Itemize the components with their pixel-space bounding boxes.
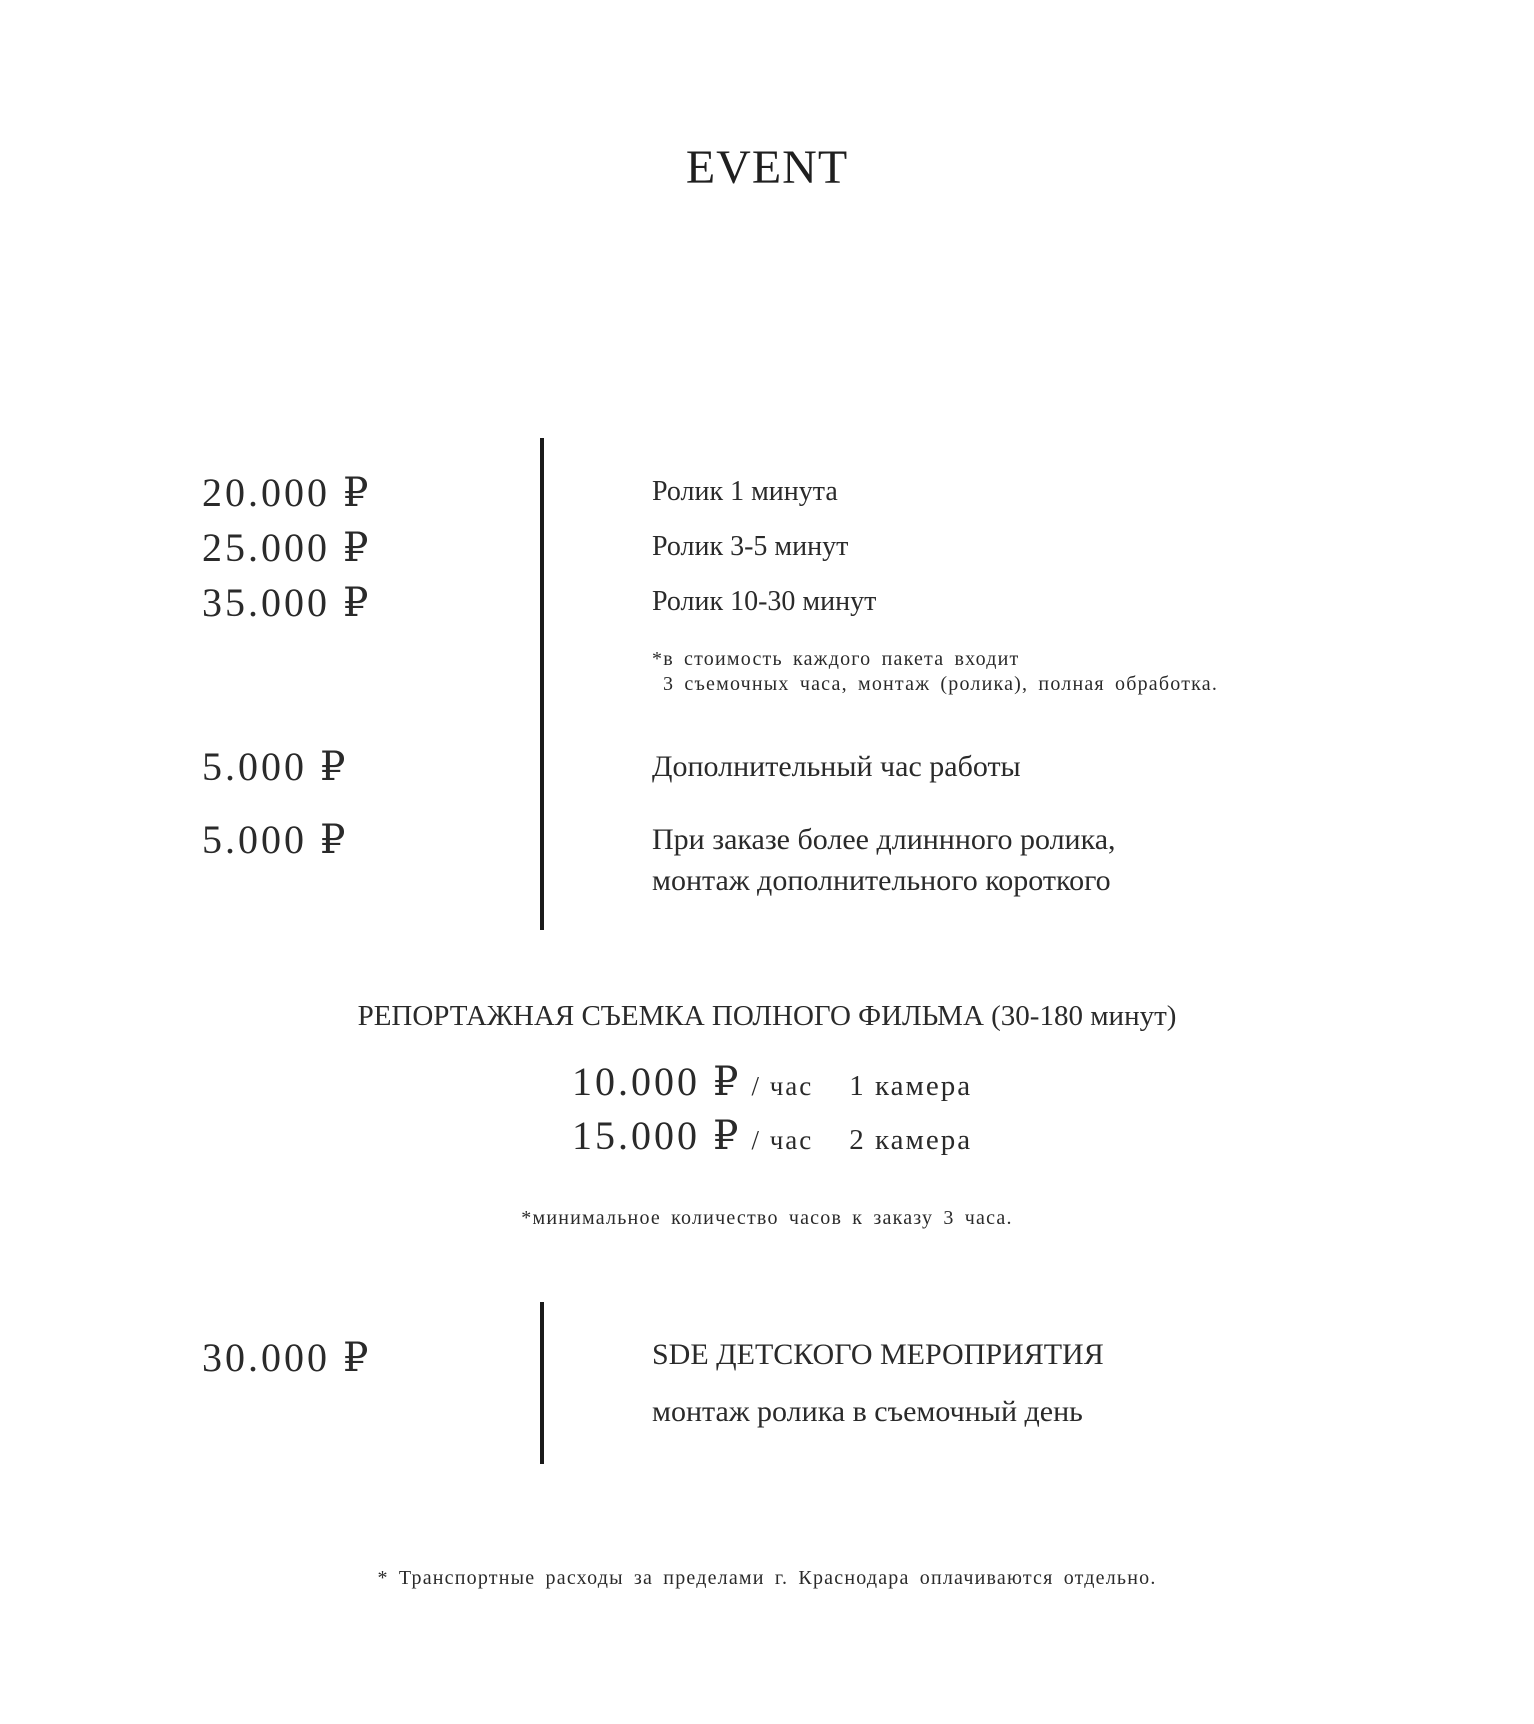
report-rate-2 [572,1112,972,1159]
section-divider-1 [540,438,544,930]
package-note-line-1: *в стоимость каждого пакета входит [652,648,1020,670]
extra-hour-desc: Дополнительный час работы [652,750,1021,783]
report-rate-2-cameras: 2 камера [849,1124,973,1156]
package-price-3: 35.000 ₽ [202,580,372,625]
package-item-1: Ролик 1 минута [652,476,838,507]
package-price-2: 25.000 ₽ [202,525,372,570]
section-divider-2 [540,1302,544,1464]
extra-hour-price: 5.000 ₽ [202,744,349,789]
sde-subtitle: монтаж ролика в съемочный день [652,1395,1083,1428]
extra-short-price: 5.000 ₽ [202,817,349,862]
extra-short-desc-line-2: монтаж дополнительного короткого [652,864,1111,897]
package-price-1: 20.000 ₽ [202,470,372,515]
report-rate-1 [572,1058,972,1105]
report-rate-1-cameras: 1 камера [849,1070,973,1102]
extra-short-desc-line-1: При заказе более длиннного ролика, [652,823,1116,856]
sde-title: SDE ДЕТСКОГО МЕРОПРИЯТИЯ [652,1338,1104,1371]
report-heading: РЕПОРТАЖНАЯ СЪЕМКА ПОЛНОГО ФИЛЬМА (30-180 минут) [357,1000,1177,1032]
page-title: EVENT [685,141,849,194]
package-item-3: Ролик 10-30 минут [652,586,877,617]
report-rate-1-unit: / час [751,1071,814,1101]
report-note: *минимальное количество часов к заказу 3 часа. [521,1207,1013,1229]
sde-price: 30.000 ₽ [202,1335,372,1380]
package-item-2: Ролик 3-5 минут [652,531,849,562]
report-rate-2-price: 15.000 ₽ [572,1113,742,1158]
footer-note: * Транспортные расходы за пределами г. Краснодара оплачиваются отдельно. [377,1567,1157,1589]
report-rate-2-unit: / час [751,1125,814,1155]
report-rate-1-price: 10.000 ₽ [572,1059,742,1104]
package-note-line-2: 3 съемочных часа, монтаж (ролика), полная обработка. [663,673,1219,695]
